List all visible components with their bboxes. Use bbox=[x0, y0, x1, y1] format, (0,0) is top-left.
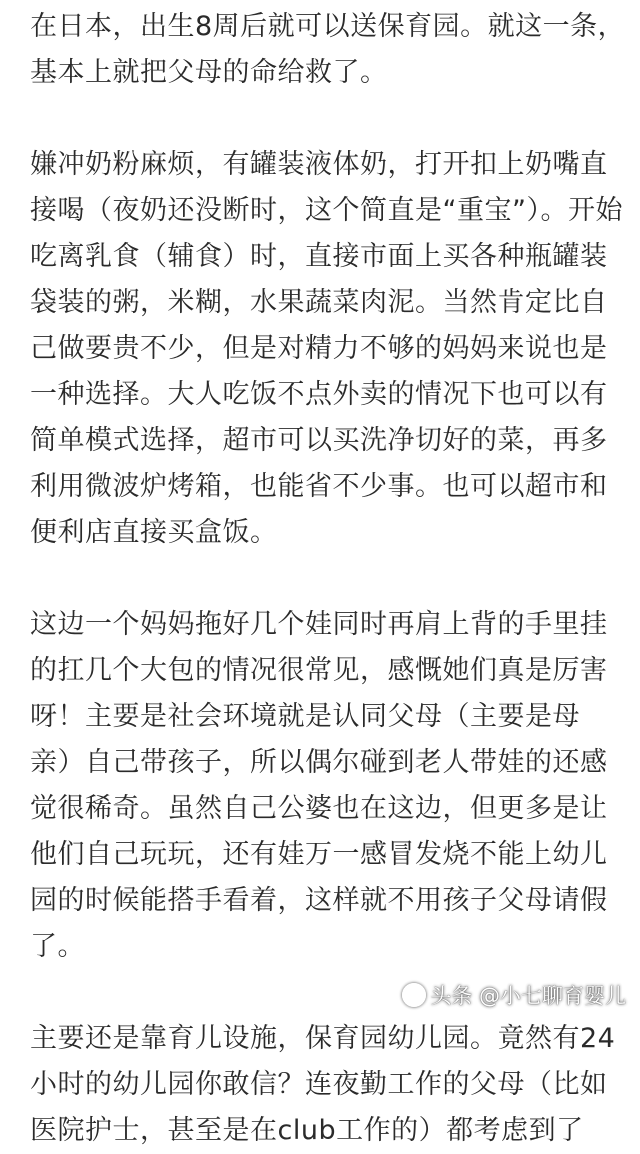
text-line: 一种选择。大人吃饭不点外卖的情况下也可以有 bbox=[30, 379, 608, 410]
text-line: 基本上就把父母的命给救了。 bbox=[30, 57, 388, 88]
watermark bbox=[402, 980, 626, 1010]
paragraph-gap bbox=[30, 96, 630, 142]
text-line: 了。 bbox=[30, 931, 85, 962]
text-line: 接喝（夜奶还没断时，这个简直是“重宝”）。开始 bbox=[30, 195, 623, 226]
text-line: 的扛几个大包的情况很常见，感慨她们真是厉害 bbox=[30, 655, 608, 686]
paragraph-gap bbox=[30, 556, 630, 602]
text-line: 这边一个妈妈拖好几个娃同时再肩上背的手里挂 bbox=[30, 609, 608, 640]
paragraph-2 bbox=[30, 142, 630, 556]
text-line: 在日本，出生8周后就可以送保育园。就这一条， bbox=[30, 11, 626, 42]
paragraph-1 bbox=[30, 4, 630, 96]
text-line: 利用微波炉烤箱，也能省不少事。也可以超市和 bbox=[30, 471, 608, 502]
paragraph-4 bbox=[30, 1016, 630, 1154]
text-line: 袋装的粥，米糊，水果蔬菜肉泥。当然肯定比自 bbox=[30, 287, 608, 318]
text-line: 他们自己玩玩，还有娃万一感冒发烧不能上幼儿 bbox=[30, 839, 608, 870]
text-line: 己做要贵不少，但是对精力不够的妈妈来说也是 bbox=[30, 333, 608, 364]
text-line: 亲）自己带孩子，所以偶尔碰到老人带娃的还感 bbox=[30, 747, 608, 778]
text-line: 主要还是靠育儿设施，保育园幼儿园。竟然有24 bbox=[30, 1023, 616, 1054]
text-line: 医院护士，甚至是在club工作的）都考虑到了 bbox=[30, 1115, 584, 1146]
text-line: 嫌冲奶粉麻烦，有罐装液体奶，打开扣上奶嘴直 bbox=[30, 149, 608, 180]
text-line: 便利店直接买盒饭。 bbox=[30, 517, 278, 548]
platform-logo-icon bbox=[402, 983, 426, 1007]
text-line: 简单模式选择，超市可以买洗净切好的菜，再多 bbox=[30, 425, 608, 456]
text-line: 呀！主要是社会环境就是认同父母（主要是母 bbox=[30, 701, 580, 732]
text-line: 吃离乳食（辅食）时，直接市面上买各种瓶罐装 bbox=[30, 241, 608, 272]
watermark-text: 头条 @小七聊育婴儿 bbox=[430, 984, 626, 1008]
paragraph-3 bbox=[30, 602, 630, 970]
text-line: 园的时候能搭手看着，这样就不用孩子父母请假 bbox=[30, 885, 608, 916]
text-line: 觉很稀奇。虽然自己公婆也在这边，但更多是让 bbox=[30, 793, 608, 824]
text-line: 小时的幼儿园你敢信？连夜勤工作的父母（比如 bbox=[30, 1069, 608, 1100]
